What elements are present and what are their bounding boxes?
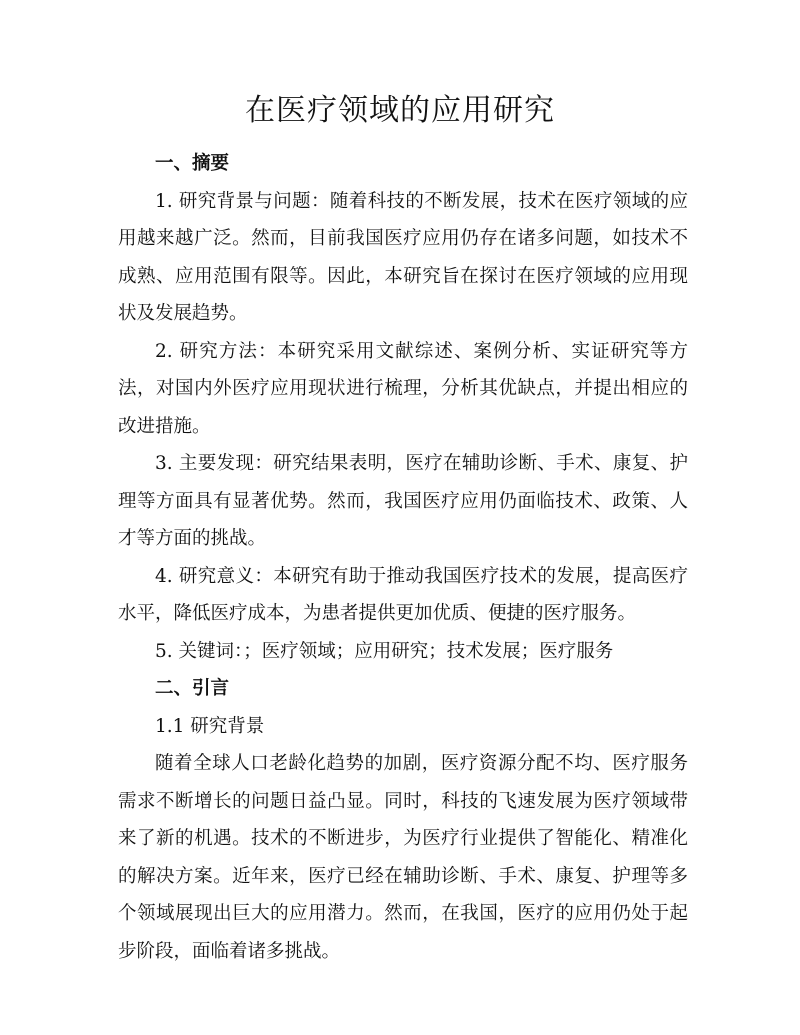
document-body [118,145,688,970]
abstract-heading: 一、摘要 [155,153,230,174]
abstract-section [118,145,688,670]
introduction-heading: 二、引言 [155,678,230,699]
introduction-section [118,670,688,970]
abstract-item-significance: 4. 研究意义：本研究有助于推动我国医疗技术的发展，提高医疗水平，降低医疗成本，为患者提供更加优质、便捷的医疗服务。 [118,565,688,624]
abstract-item-background: 1. 研究背景与问题：随着科技的不断发展，技术在医疗领域的应用越来越广泛。然而，目前我国医疗应用仍存在诸多问题，如技术不成熟、应用范围有限等。因此，本研究旨在探讨在医疗领域的应用现状及发展趋势。 [118,190,688,324]
abstract-item-methods: 2. 研究方法：本研究采用文献综述、案例分析、实证研究等方法，对国内外医疗应用现状进行梳理，分析其优缺点，并提出相应的改进措施。 [118,340,688,437]
document-title: 在医疗领域的应用研究 [245,93,555,128]
research-background-subheading: 1.1 研究背景 [155,715,265,737]
abstract-item-findings: 3. 主要发现：研究结果表明，医疗在辅助诊断、手术、康复、护理等方面具有显著优势。然而，我国医疗应用仍面临技术、政策、人才等方面的挑战。 [118,453,688,549]
abstract-item-keywords: 5. 关键词：；医疗领域；应用研究；技术发展；医疗服务 [155,640,614,662]
research-background-paragraph: 随着全球人口老龄化趋势的加剧，医疗资源分配不均、医疗服务需求不断增长的问题日益凸显。同时，科技的飞速发展为医疗领域带来了新的机遇。技术的不断进步，为医疗行业提供了智能化、精准化的解决方案。近年来，医疗已经在辅助诊断、手术、康复、护理等多个领域展现出巨大的应用潜力。然而，在我国，医疗的应用仍处于起步阶段，面临着诸多挑战。 [118,753,688,962]
